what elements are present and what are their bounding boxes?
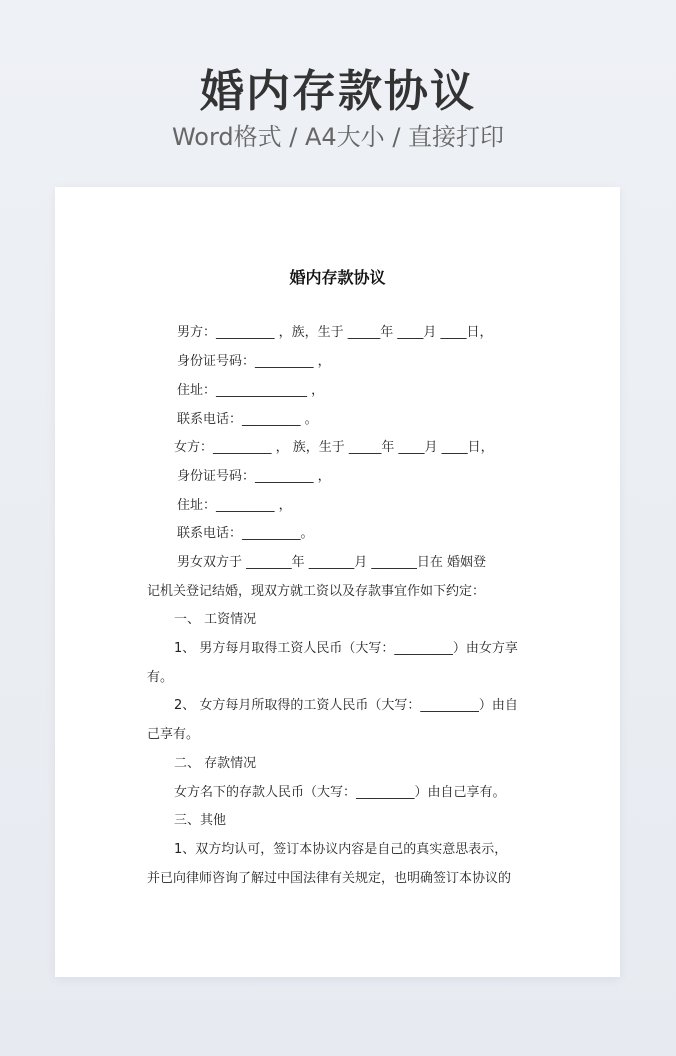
male-id-line: 身份证号码：_________ ，	[177, 354, 331, 369]
clause-1-2-line: 2、 女方每月所取得的工资人民币（大写：_________）由自	[174, 698, 518, 713]
document-page	[55, 187, 620, 977]
male-name-line: 男方：_________ ，族，生于 _____年 ____月 ____日，	[177, 325, 493, 340]
banner-subtitle: Word格式 / A4大小 / 直接打印	[171, 123, 505, 151]
female-name-line: 女方：_________ ， 族，生于 _____年 ____月 ____日，	[174, 440, 494, 455]
male-address-line: 住址：______________ ，	[177, 383, 325, 398]
banner-title: 婚内存款协议	[200, 66, 476, 117]
clause-1-2-cont: 己享有。	[147, 727, 200, 742]
clause-2-line: 女方名下的存款人民币（大写：_________）由自己享有。	[174, 785, 506, 800]
clause-3-1-cont: 并已向律师咨询了解过中国法律有关规定，也明确签订本协议的	[147, 871, 512, 886]
clause-1-1-cont: 有。	[147, 670, 174, 685]
section-2-heading: 二、 存款情况	[174, 756, 257, 771]
female-phone-line: 联系电话：_________。	[177, 526, 314, 541]
document-title: 婚内存款协议	[289, 268, 386, 287]
clause-1-1-line: 1、 男方每月取得工资人民币（大写：_________）由女方享	[174, 641, 518, 656]
section-3-heading: 三、其他	[174, 813, 227, 828]
male-phone-line: 联系电话：_________ 。	[177, 412, 318, 427]
section-1-heading: 一、 工资情况	[174, 612, 257, 627]
marriage-date-line: 男女双方于 _______年 _______月 _______日在 婚姻登	[177, 555, 487, 570]
female-address-line: 住址：_________ ，	[177, 498, 292, 513]
female-id-line: 身份证号码：_________ ，	[177, 469, 331, 484]
clause-3-1-line: 1、双方均认可，签订本协议内容是自己的真实意思表示，	[174, 842, 508, 857]
marriage-intro-line: 记机关登记结婚，现双方就工资以及存款事宜作如下约定：	[147, 584, 486, 599]
